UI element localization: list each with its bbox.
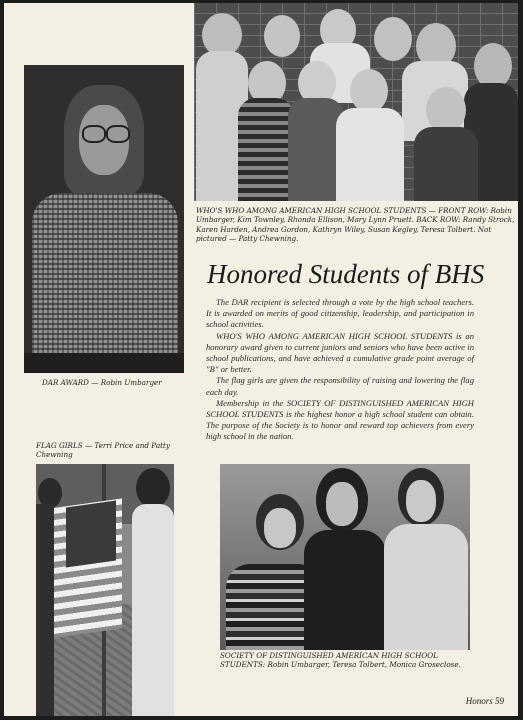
page-title: Honored Students of BHS	[207, 259, 485, 289]
flag-girls-caption: FLAG GIRLS — Terri Price and Patty Chewning	[36, 441, 170, 460]
society-caption: SOCIETY OF DISTINGUISHED AMERICAN HIGH SCHOOL STUDENTS: Robin Umbarger, Teresa Tolbert, Monica Groseclose.	[220, 651, 461, 670]
yearbook-page	[4, 3, 518, 716]
flag-girls-photo	[36, 464, 174, 716]
dar-award-caption: DAR AWARD — Robin Umbarger	[42, 378, 162, 387]
page-number: Honors 59	[465, 696, 504, 706]
article-paragraph: Membership in the SOCIETY OF DISTINGUISHED AMERICAN HIGH SCHOOL STUDENTS is the highest honor a high school student can obtain. The purpose of the Society is to honor and reward top achievers from every high school in the nation.	[206, 397, 474, 442]
article-paragraph: The DAR recipient is selected through a vote by the high school teachers. It is awarded on merits of good citizenship, leadership, and participation in school activities.	[206, 297, 474, 330]
article-body	[206, 297, 474, 443]
whos-who-caption: WHO'S WHO AMONG AMERICAN HIGH SCHOOL STUDENTS — FRONT ROW: Robin Umbarger, Kim Townley, Rhonda Ellison, Mary Lynn Pruett. BACK ROW: Randy Strock, Karen Harden, Andrea Gordon, Kathryn Wiley, Susan Kegley, Teresa Tolbert. Not pictured — Patty Chewning.	[196, 206, 515, 244]
whos-who-group-photo	[194, 3, 518, 201]
dar-award-photo	[24, 65, 184, 373]
society-photo	[220, 464, 470, 650]
article-paragraph: WHO'S WHO AMONG AMERICAN HIGH SCHOOL STUDENTS is an honorary award given to current juniors and seniors who have been active in school publications, and have achieved a cumulative grade point average of "B" or better.	[206, 330, 474, 375]
article-paragraph: The flag girls are given the responsibility of raising and lowering the flag each day.	[206, 375, 474, 397]
